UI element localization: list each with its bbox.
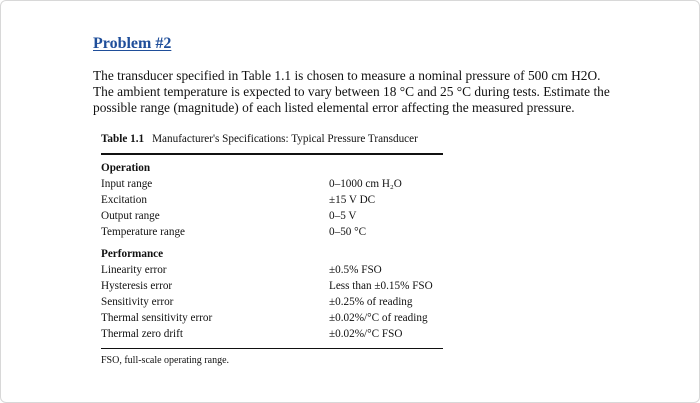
problem-title: Problem #2 bbox=[93, 35, 172, 52]
performance-heading: Performance bbox=[101, 248, 164, 260]
row-label: Output range bbox=[101, 210, 160, 222]
table-row bbox=[101, 326, 443, 342]
row-label: Excitation bbox=[101, 194, 147, 206]
row-label: Hysteresis error bbox=[101, 280, 173, 292]
row-value: 0–50 °C bbox=[329, 226, 367, 238]
table-row bbox=[101, 192, 443, 208]
table-number: Table 1.1 bbox=[101, 133, 145, 145]
table-bottom-rule bbox=[101, 348, 443, 349]
row-label: Thermal zero drift bbox=[101, 328, 183, 340]
row-label: Temperature range bbox=[101, 226, 186, 238]
row-value: ±15 V DC bbox=[329, 194, 376, 206]
table-row bbox=[101, 262, 443, 278]
row-label: Thermal sensitivity error bbox=[101, 312, 213, 324]
row-value: 0–1000 cm H₂O bbox=[329, 178, 402, 190]
table-row bbox=[101, 224, 443, 240]
row-value: ±0.5% FSO bbox=[329, 264, 382, 276]
table-caption bbox=[101, 133, 443, 145]
table-body bbox=[101, 160, 443, 342]
table-row bbox=[101, 278, 443, 294]
row-value: ±0.02%/°C FSO bbox=[329, 328, 403, 340]
table-row bbox=[101, 176, 443, 192]
table-row bbox=[101, 208, 443, 224]
row-value: ±0.02%/°C of reading bbox=[329, 312, 428, 324]
row-value: Less than ±0.15% FSO bbox=[329, 280, 433, 292]
table-row bbox=[101, 294, 443, 310]
problem-statement: The transducer specified in Table 1.1 is chosen to measure a nominal pressure of 500 cm H2O. The ambient temperature is expected to vary between 18 °C and 25 °C during tests. Estimate the possible range (magnitude) of each listed elemental error affecting the measured pressure. bbox=[93, 68, 610, 115]
row-value: ±0.25% of reading bbox=[329, 296, 413, 308]
row-value: 0–5 V bbox=[329, 210, 357, 222]
row-label: Input range bbox=[101, 178, 153, 190]
operation-heading: Operation bbox=[101, 162, 151, 174]
table-footnote: FSO, full-scale operating range. bbox=[101, 355, 230, 366]
row-label: Sensitivity error bbox=[101, 296, 174, 308]
table-top-rule bbox=[101, 153, 443, 155]
table-caption-text: Manufacturer's Specifications: Typical Pressure Transducer bbox=[152, 133, 418, 145]
spec-table bbox=[101, 133, 443, 366]
table-row bbox=[101, 310, 443, 326]
row-label: Linearity error bbox=[101, 264, 167, 276]
